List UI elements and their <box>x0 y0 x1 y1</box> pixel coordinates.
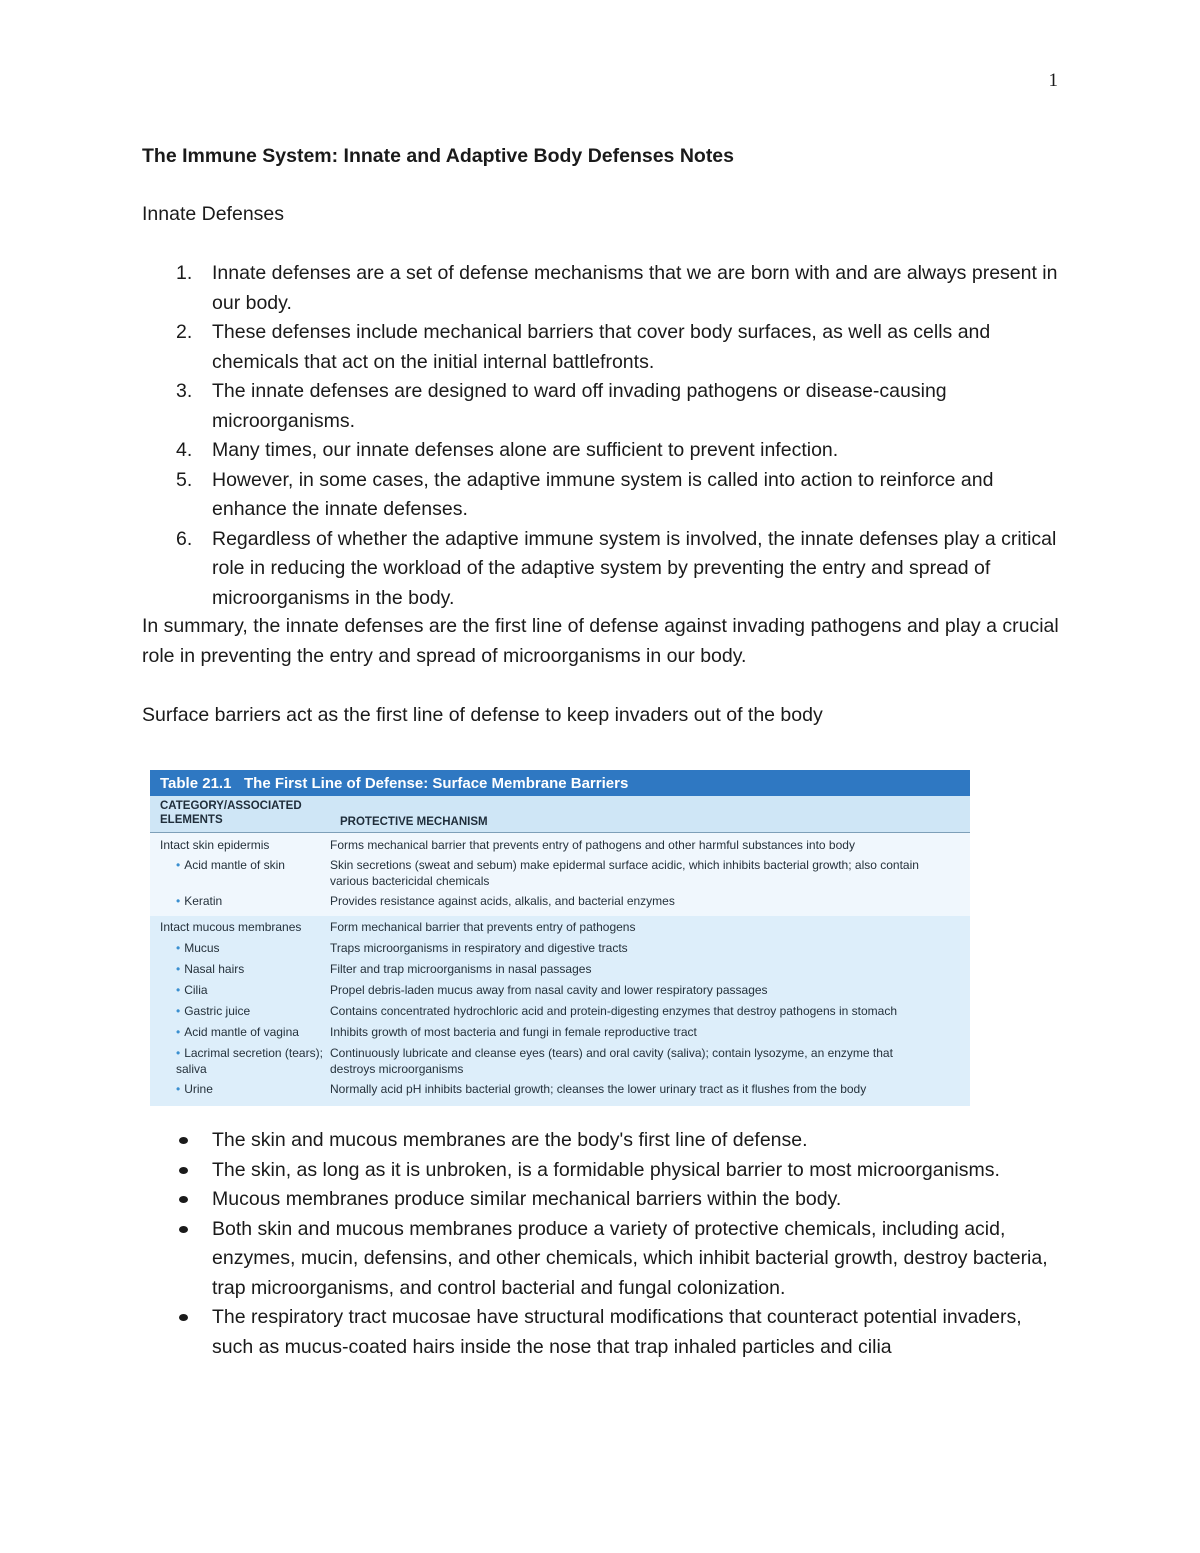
row-mechanism: Normally acid pH inhibits bacterial growth; cleanses the lower urinary tract as it flushes from the body <box>330 1082 867 1096</box>
table-caption <box>150 770 970 796</box>
numbered-list <box>142 259 1062 613</box>
surface-barriers-table <box>150 770 970 1106</box>
bullet-icon <box>179 1196 188 1203</box>
bullet-text: The skin and mucous membranes are the body's first line of defense. <box>212 1129 808 1151</box>
table-row <box>150 961 970 977</box>
table-header <box>150 796 970 833</box>
table-row <box>150 893 970 909</box>
table-body <box>150 833 970 1106</box>
skin-group <box>150 833 970 916</box>
list-number: 2. <box>176 321 193 343</box>
page-number: 1 <box>1048 70 1058 91</box>
row-mechanism: Continuously lubricate and cleanse eyes (tears) and oral cavity (saliva); contain lysozyme, an enzyme that destroys microorganisms <box>330 1046 893 1076</box>
row-element: Intact mucous membranes <box>160 920 302 934</box>
column-header-category: CATEGORY/ASSOCIATED ELEMENTS <box>160 800 302 826</box>
document-title: The Immune System: Innate and Adaptive Body Defenses Notes <box>142 145 734 167</box>
summary-paragraph: In summary, the innate defenses are the first line of defense against invading pathogens and play a crucial role in preventing the entry and spread of microorganisms in our body. <box>142 615 1059 667</box>
row-mechanism: Filter and trap microorganisms in nasal passages <box>330 962 592 976</box>
column-header-mechanism: PROTECTIVE MECHANISM <box>340 816 488 828</box>
row-mechanism: Traps microorganisms in respiratory and digestive tracts <box>330 941 628 955</box>
list-number: 6. <box>176 527 193 550</box>
row-mechanism: Propel debris-laden mucus away from nasal cavity and lower respiratory passages <box>330 983 768 997</box>
list-number: 3. <box>176 380 193 402</box>
list-item-text: However, in some cases, the adaptive immune system is called into action to reinforce and enhance the innate defenses. <box>212 468 994 520</box>
row-element: • Acid mantle of vagina <box>150 1024 330 1040</box>
list-item-text: The innate defenses are designed to ward off invading pathogens or disease-causing microorganisms. <box>212 380 947 432</box>
table-intro: Surface barriers act as the first line of defense to keep invaders out of the body <box>142 704 823 726</box>
row-mechanism: Contains concentrated hydrochloric acid and protein-digesting enzymes that destroy pathogens in stomach <box>330 1004 897 1018</box>
list-item-text: These defenses include mechanical barriers that cover body surfaces, as well as cells and chemicals that act on the initial internal battlefronts. <box>212 321 991 373</box>
bullet-item <box>142 1185 1062 1215</box>
list-item <box>142 377 1062 436</box>
list-item <box>142 525 1062 614</box>
list-number: 1. <box>176 262 193 284</box>
list-item-text: Innate defenses are a set of defense mechanisms that we are born with and are always present in our body. <box>212 262 1058 314</box>
table-row <box>150 1045 970 1077</box>
table-row <box>150 1024 970 1040</box>
table-row <box>150 857 970 889</box>
bullet-text: Both skin and mucous membranes produce a variety of protective chemicals, including acid, enzymes, mucin, defensins, and other chemicals, which inhibit bacterial growth, destroy bacteria, trap microorganisms, and control bacterial and fungal colonization. <box>212 1217 1048 1299</box>
table-number: Table 21.1 <box>160 775 232 792</box>
row-mechanism: Forms mechanical barrier that prevents entry of pathogens and other harmful substances into body <box>330 838 855 852</box>
list-item-text: Many times, our innate defenses alone are sufficient to prevent infection. <box>212 439 839 461</box>
bullet-text: Mucous membranes produce similar mechanical barriers within the body. <box>212 1188 842 1210</box>
row-element: • Cilia <box>150 982 330 998</box>
bullet-text: The respiratory tract mucosae have structural modifications that counteract potential invaders, such as mucus-coated hairs inside the nose that trap inhaled particles and cilia <box>212 1306 1022 1358</box>
row-element: • Lacrimal secretion (tears); saliva <box>150 1045 330 1077</box>
table-caption-text: The First Line of Defense: Surface Membrane Barriers <box>244 775 629 792</box>
bullet-item <box>142 1156 1062 1186</box>
row-mechanism: Skin secretions (sweat and sebum) make epidermal surface acidic, which inhibits bacterial growth; also contain various bactericidal chemicals <box>330 858 919 888</box>
table-row <box>150 1081 970 1097</box>
row-mechanism: Inhibits growth of most bacteria and fungi in female reproductive tract <box>330 1025 697 1039</box>
row-element: Intact skin epidermis <box>160 838 270 852</box>
row-mechanism: Form mechanical barrier that prevents entry of pathogens <box>330 920 636 934</box>
table-row <box>150 1003 970 1019</box>
bullet-icon <box>179 1314 188 1321</box>
table-row <box>150 919 970 935</box>
table-row <box>150 837 970 853</box>
list-item-text: Regardless of whether the adaptive immune system is involved, the innate defenses play a critical role in reducing the workload of the adaptive system by preventing the entry and spread of microorganisms in the body. <box>212 527 1057 609</box>
row-element: • Gastric juice <box>150 1003 330 1019</box>
bullet-item <box>142 1215 1062 1304</box>
mucous-group <box>150 916 970 1106</box>
row-element: • Mucus <box>150 940 330 956</box>
row-element: • Urine <box>150 1081 330 1097</box>
bullet-icon <box>179 1137 188 1144</box>
list-item <box>142 318 1062 377</box>
bullet-icon <box>179 1167 188 1174</box>
list-item <box>142 259 1062 318</box>
bullet-item <box>142 1303 1062 1362</box>
bullet-list <box>142 1126 1062 1362</box>
table-row <box>150 940 970 956</box>
row-mechanism: Provides resistance against acids, alkalis, and bacterial enzymes <box>330 894 675 908</box>
section-heading: Innate Defenses <box>142 203 285 225</box>
bullet-text: The skin, as long as it is unbroken, is a formidable physical barrier to most microorganisms. <box>212 1158 1000 1181</box>
list-number: 4. <box>176 439 193 461</box>
row-element: • Keratin <box>150 893 330 909</box>
table-row <box>150 982 970 998</box>
list-item <box>142 436 1062 466</box>
row-element: • Acid mantle of skin <box>150 857 330 889</box>
bullet-item <box>142 1126 1062 1156</box>
list-number: 5. <box>176 468 193 491</box>
bullet-icon <box>179 1226 188 1233</box>
list-item <box>142 466 1062 525</box>
row-element: • Nasal hairs <box>150 961 330 977</box>
